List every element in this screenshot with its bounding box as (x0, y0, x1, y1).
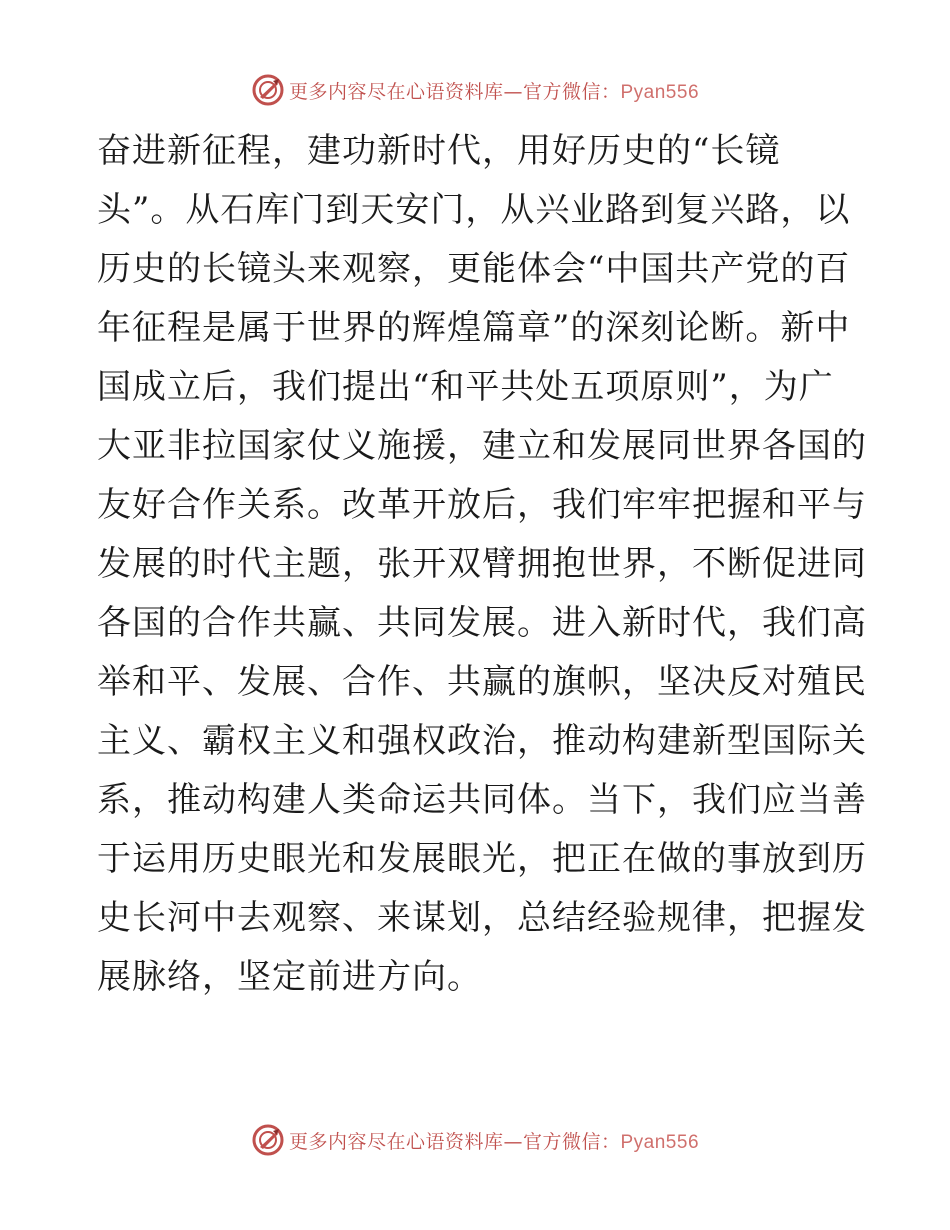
text-line: 国成立后，我们提出“和平共处五项原则”，为广 (97, 367, 834, 407)
text-line: 于运用历史眼光和发展眼光，把正在做的事放到历 (97, 839, 867, 879)
banner-text: 更多内容尽在心语资料库—官方微信：Pyan556 (288, 1130, 700, 1153)
text-line: 史长河中去观察、来谋划，总结经验规律，把握发 (97, 898, 867, 938)
text-line: 系，推动构建人类命运共同体。当下，我们应当善 (97, 780, 867, 820)
wechat-id: Pyan556 (620, 81, 700, 103)
wechat-id: Pyan556 (620, 1131, 700, 1153)
text-line: 各国的合作共赢、共同发展。进入新时代，我们高 (97, 603, 867, 643)
text-line: 年征程是属于世界的辉煌篇章”的深刻论断。新中 (97, 308, 851, 348)
text-line: 举和平、发展、合作、共赢的旗帜，坚决反对殖民 (97, 662, 867, 702)
text-line: 主义、霸权主义和强权政治，推动构建新型国际关 (97, 721, 867, 761)
text-line: 发展的时代主题，张开双臂拥抱世界，不断促进同 (97, 544, 867, 584)
text-line: 奋进新征程，建功新时代，用好历史的“长镜 (97, 131, 781, 171)
banner-text: 更多内容尽在心语资料库—官方微信：Pyan556 (288, 80, 700, 103)
text-line: 大亚非拉国家仗义施援，建立和发展同世界各国的 (97, 426, 867, 466)
text-line: 头”。从石库门到天安门，从兴业路到复兴路，以 (97, 190, 851, 230)
footer-banner (0, 1120, 950, 1160)
text-line: 友好合作关系。改革开放后，我们牢牢把握和平与 (97, 485, 867, 525)
text-line: 展脉络，坚定前进方向。 (97, 957, 482, 997)
logo-icon (251, 1123, 285, 1157)
header-banner (0, 70, 950, 110)
logo-icon (251, 73, 285, 107)
text-line: 历史的长镜头来观察，更能体会“中国共产党的百 (97, 249, 851, 289)
article-body (97, 122, 867, 1007)
